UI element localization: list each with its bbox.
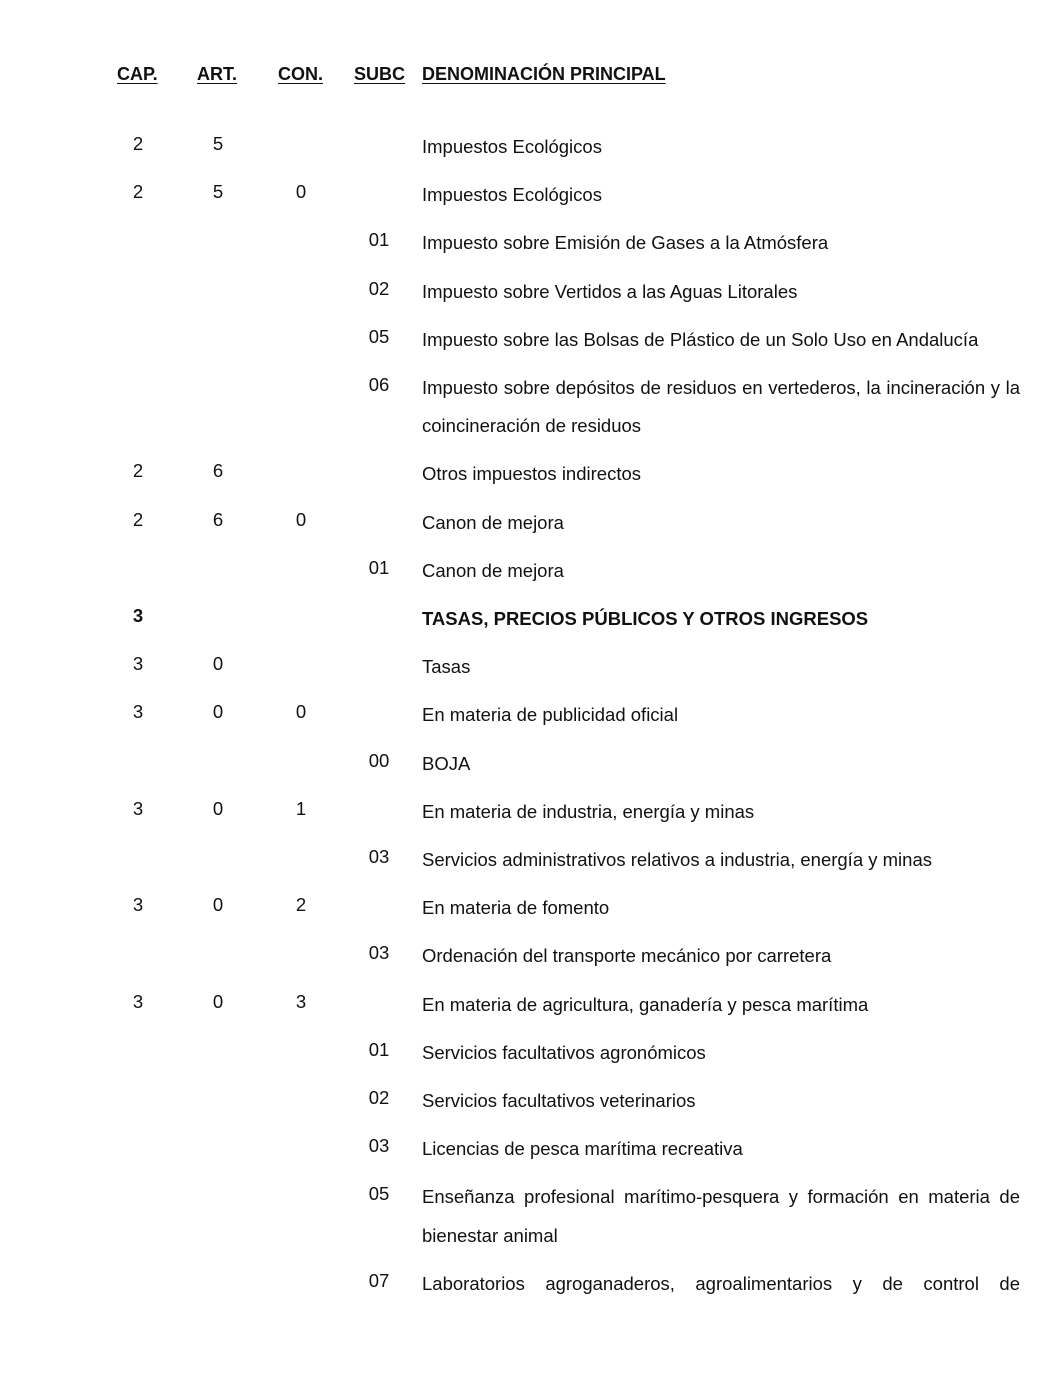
- con-cell: 0: [295, 181, 307, 203]
- subc-cell: 07: [368, 1269, 390, 1291]
- table-row-chapter: [0, 596, 1058, 644]
- subc-cell: 03: [368, 1135, 390, 1157]
- subc-cell: 05: [368, 1183, 390, 1205]
- denominacion-cell: BOJA: [422, 752, 471, 774]
- denominacion-cell: Servicios facultativos veterinarios: [422, 1089, 696, 1111]
- subc-cell: 00: [368, 749, 390, 771]
- con-cell: 2: [295, 894, 307, 916]
- table-row: [0, 644, 1058, 692]
- con-cell: 1: [295, 797, 307, 819]
- art-cell: 0: [212, 990, 224, 1012]
- table-header: [0, 64, 1058, 94]
- denominacion-cell: Laboratorios agroganaderos, agroalimentarios y de control de: [422, 1272, 1020, 1294]
- subc-cell: 02: [368, 277, 390, 299]
- denominacion-cell: Impuestos Ecológicos: [422, 136, 602, 157]
- subc-cell: 01: [368, 229, 390, 251]
- header-art: ART.: [197, 64, 237, 84]
- cap-cell: 2: [132, 460, 144, 482]
- table-row: [0, 269, 1058, 317]
- table-row: [0, 885, 1058, 933]
- subc-cell: 01: [368, 1038, 390, 1060]
- denominacion-cell: En materia de industria, energía y minas: [422, 800, 755, 822]
- subc-cell: 05: [368, 325, 390, 347]
- table-row: [0, 1174, 1058, 1261]
- denominacion-cell: Impuesto sobre Vertidos a las Aguas Litorales: [422, 280, 798, 302]
- table-row: [0, 548, 1058, 596]
- art-cell: 6: [212, 460, 224, 482]
- subc-cell: 02: [368, 1086, 390, 1108]
- subc-cell: 01: [368, 556, 390, 578]
- denominacion-cell: Impuesto sobre depósitos de residuos en vertederos, la incineración y la coincineración de residuos: [422, 376, 1020, 437]
- table-row: [0, 692, 1058, 740]
- table-row: [0, 451, 1058, 499]
- con-cell: 3: [295, 990, 307, 1012]
- header-cap: CAP.: [117, 64, 158, 84]
- table-row: [0, 982, 1058, 1030]
- denominacion-cell: Impuestos Ecológicos: [422, 184, 602, 206]
- con-cell: 0: [295, 701, 307, 723]
- table-row: [0, 172, 1058, 220]
- subc-cell: 06: [368, 373, 390, 395]
- denominacion-cell: Canon de mejora: [422, 559, 564, 581]
- denominacion-cell: Impuesto sobre Emisión de Gases a la Atmósfera: [422, 232, 829, 254]
- denominacion-cell: Licencias de pesca marítima recreativa: [422, 1138, 743, 1160]
- table-row: [0, 741, 1058, 789]
- header-denominacion: DENOMINACIÓN PRINCIPAL: [422, 64, 666, 84]
- denominacion-cell: Enseñanza profesional marítimo-pesquera y formación en materia de bienestar animal: [422, 1186, 1020, 1246]
- subc-cell: 03: [368, 942, 390, 964]
- cap-cell: 2: [132, 181, 144, 203]
- table-row: [0, 789, 1058, 837]
- classification-table: [0, 124, 1058, 1309]
- header-subc: SUBC: [354, 64, 406, 84]
- cap-cell: 2: [132, 508, 144, 530]
- denominacion-cell: Servicios facultativos agronómicos: [422, 1041, 706, 1063]
- table-row: [0, 933, 1058, 981]
- table-row: [0, 1261, 1058, 1309]
- cap-cell: 3: [132, 701, 144, 723]
- cap-cell: 2: [132, 133, 144, 154]
- denominacion-cell: Otros impuestos indirectos: [422, 463, 642, 485]
- table-row: [0, 220, 1058, 268]
- denominacion-cell: Impuesto sobre las Bolsas de Plástico de un Solo Uso en Andalucía: [422, 328, 979, 350]
- art-cell: 0: [212, 701, 224, 723]
- denominacion-cell: Ordenación del transporte mecánico por carretera: [422, 945, 832, 967]
- denominacion-cell: Tasas: [422, 656, 471, 678]
- denominacion-cell: TASAS, PRECIOS PÚBLICOS Y OTROS INGRESOS: [422, 608, 869, 629]
- table-row: [0, 317, 1058, 365]
- art-cell: 0: [212, 653, 224, 675]
- cap-cell: 3: [132, 894, 144, 916]
- denominacion-cell: En materia de publicidad oficial: [422, 704, 679, 726]
- cap-cell: 3: [132, 605, 144, 626]
- cap-cell: 3: [132, 990, 144, 1012]
- art-cell: 5: [212, 133, 224, 154]
- table-row: [0, 1078, 1058, 1126]
- table-row: [0, 1126, 1058, 1174]
- table-row: [0, 365, 1058, 452]
- table-row: [0, 500, 1058, 548]
- denominacion-cell: Canon de mejora: [422, 511, 564, 533]
- denominacion-cell: En materia de agricultura, ganadería y pesca marítima: [422, 993, 869, 1015]
- art-cell: 6: [212, 508, 224, 530]
- denominacion-cell: Servicios administrativos relativos a industria, energía y minas: [422, 848, 932, 870]
- denominacion-cell: En materia de fomento: [422, 897, 610, 919]
- cap-cell: 3: [132, 797, 144, 819]
- table-row: [0, 1030, 1058, 1078]
- art-cell: 5: [212, 181, 224, 203]
- art-cell: 0: [212, 797, 224, 819]
- cap-cell: 3: [132, 653, 144, 675]
- subc-cell: 03: [368, 845, 390, 867]
- art-cell: 0: [212, 894, 224, 916]
- con-cell: 0: [295, 508, 307, 530]
- table-row: [0, 837, 1058, 885]
- header-con: CON.: [278, 64, 323, 84]
- table-row: [0, 124, 1058, 172]
